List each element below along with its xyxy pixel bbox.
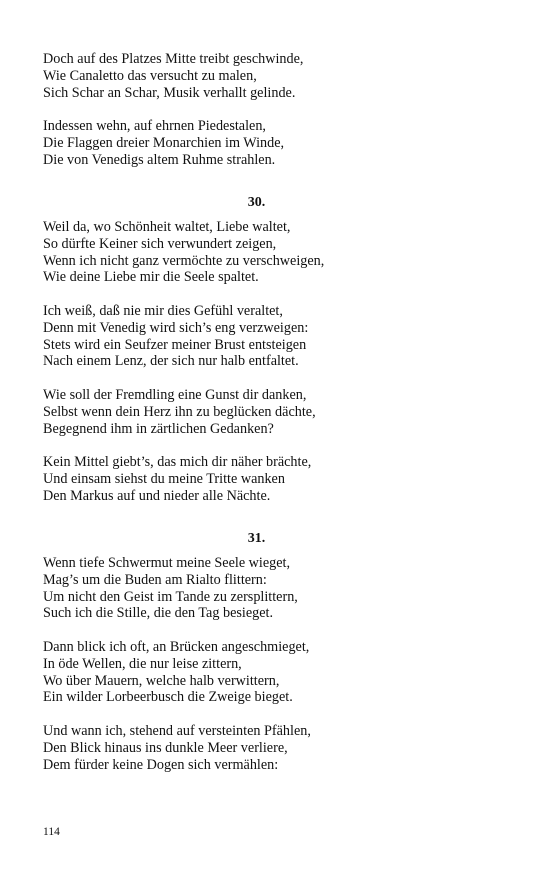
verse-line: So dürfte Keiner sich verwundert zeigen, <box>43 235 277 252</box>
verse-line: Wo über Mauern, welche halb verwittern, <box>43 672 280 689</box>
verse-line: Denn mit Venedig wird sich’s eng verzweigen: <box>43 319 309 336</box>
poem-number-31: 31. <box>247 531 266 546</box>
verse-line: Stets wird ein Seufzer meiner Brust entsteigen <box>43 336 307 353</box>
verse-line: Wenn ich nicht ganz vermöchte zu verschweigen, <box>43 252 325 269</box>
verse-line: Such ich die Stille, die den Tag besieget. <box>43 605 274 622</box>
page-number: 114 <box>43 826 60 838</box>
poem-31-stanza-3 <box>43 723 514 773</box>
poem-31-stanza-1 <box>43 555 514 622</box>
verse-line: Mag’s um die Buden am Rialto flittern: <box>43 571 267 588</box>
verse-line: Sich Schar an Schar, Musik verhallt gelinde. <box>43 84 296 101</box>
verse-line: Selbst wenn dein Herz ihn zu beglücken dächte, <box>43 403 316 420</box>
poem-31-stanza-2 <box>43 639 514 706</box>
verse-line: Die von Venedigs altem Ruhme strahlen. <box>43 151 276 168</box>
verse-line: Die Flaggen dreier Monarchien im Winde, <box>43 134 285 151</box>
verse-line: In öde Wellen, die nur leise zittern, <box>43 655 242 672</box>
verse-line: Dem fürder keine Dogen sich vermählen: <box>43 756 279 773</box>
verse-line: Ein wilder Lorbeerbusch die Zweige bieget. <box>43 689 293 706</box>
poem-number-30: 30. <box>247 195 266 210</box>
verse-line: Indessen wehn, auf ehrnen Piedestalen, <box>43 118 266 134</box>
verse-line: Wie Canaletto das versucht zu malen, <box>43 67 257 84</box>
verse-line: Nach einem Lenz, der sich nur halb entfaltet. <box>43 353 299 370</box>
stanza-continued-2 <box>43 118 514 168</box>
verse-line: Dann blick ich oft, an Brücken angeschmieget, <box>43 639 310 655</box>
poem-30-stanza-2 <box>43 303 514 370</box>
verse-line: Wenn tiefe Schwermut meine Seele wieget, <box>43 555 291 571</box>
verse-line: Den Blick hinaus ins dunkle Meer verliere, <box>43 739 288 756</box>
verse-line: Und einsam siehst du meine Tritte wanken <box>43 470 285 487</box>
verse-line: Ich weiß, daß nie mir dies Gefühl veraltet, <box>43 303 283 319</box>
verse-line: Um nicht den Geist im Tande zu zersplittern, <box>43 588 298 605</box>
verse-line: Doch auf des Platzes Mitte treibt geschwinde, <box>43 51 304 67</box>
poem-30-stanza-4 <box>43 454 514 504</box>
verse-line: Weil da, wo Schönheit waltet, Liebe waltet, <box>43 219 291 235</box>
verse-line: Und wann ich, stehend auf versteinten Pfählen, <box>43 723 311 739</box>
poem-30-stanza-1 <box>43 219 514 286</box>
verse-line: Den Markus auf und nieder alle Nächte. <box>43 487 271 504</box>
verse-line: Kein Mittel giebt’s, das mich dir näher brächte, <box>43 454 312 470</box>
verse-line: Wie deine Liebe mir die Seele spaltet. <box>43 269 259 286</box>
verse-line: Begegnend ihm in zärtlichen Gedanken? <box>43 420 274 437</box>
poem-30-stanza-3 <box>43 387 514 437</box>
verse-line: Wie soll der Fremdling eine Gunst dir danken, <box>43 387 307 403</box>
stanza-continued-1 <box>43 51 514 101</box>
